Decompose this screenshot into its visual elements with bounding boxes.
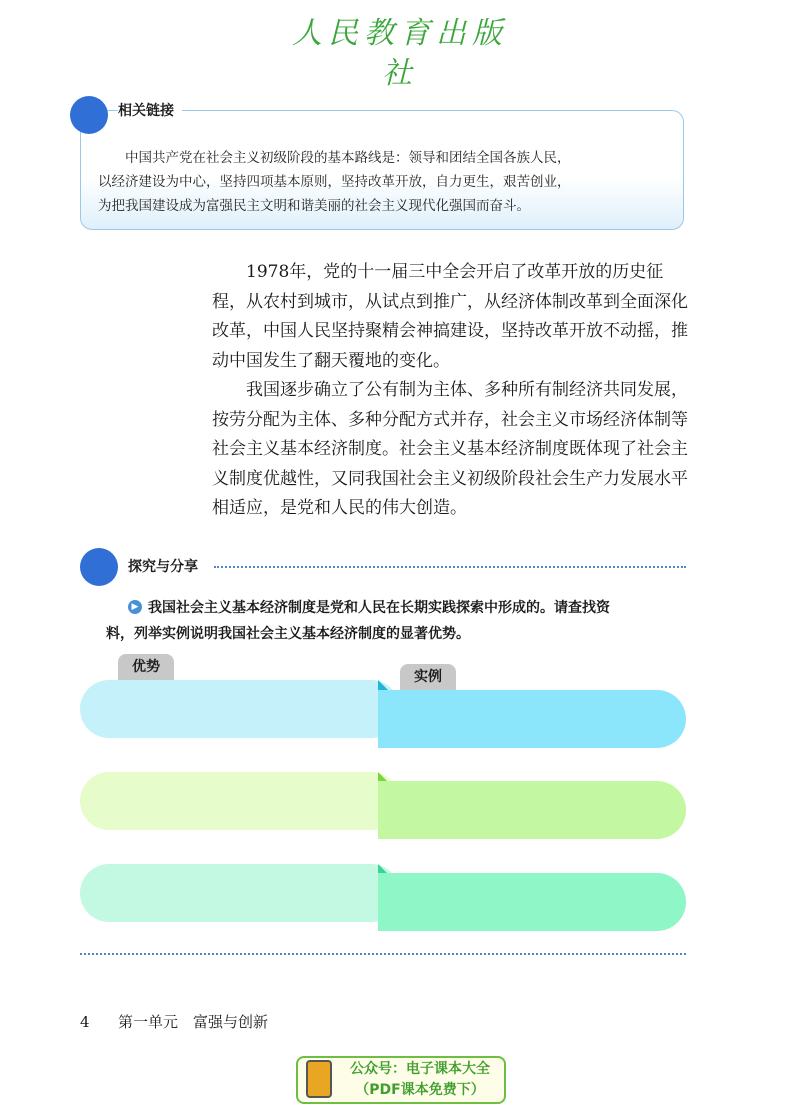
explore-divider [214, 566, 686, 568]
advantage-field-1[interactable] [80, 680, 400, 738]
main-text [212, 258, 692, 524]
play-bullet-icon: ▶ [128, 600, 142, 614]
row-notch [378, 680, 388, 690]
related-links-title: 相关链接 [118, 100, 182, 122]
explore-question [106, 595, 686, 647]
page-number: 4 [80, 1013, 90, 1031]
example-field-2[interactable] [378, 781, 686, 839]
tab-example: 实例 [400, 664, 456, 690]
related-line-2: 以经济建设为中心，坚持四项基本原则，坚持改革开放，自力更生，艰苦创业， [98, 174, 571, 190]
watermark-line-2: （PDF课本免费下） [355, 1082, 485, 1098]
advantage-field-2[interactable] [80, 772, 400, 830]
related-links-text [98, 146, 668, 218]
related-links-circle-icon [70, 96, 108, 134]
explore-question-line-1: 我国社会主义基本经济制度是党和人民在长期实践探索中形成的。请查找资 [148, 600, 610, 616]
example-field-1[interactable] [378, 690, 686, 748]
advantage-field-3[interactable] [80, 864, 400, 922]
main-paragraph-2: 我国逐步确立了公有制为主体、多种所有制经济共同发展，按劳分配为主体、多种分配方式并存，社会主义市场经济体制等社会主义基本经济制度。社会主义基本经济制度既体现了社会主义制度优越性，又同我国社会主义初级阶段社会生产力发展水平相适应，是党和人民的伟大创造。 [212, 380, 688, 518]
explore-question-line-2: 料，列举实例说明我国社会主义基本经济制度的显著优势。 [106, 626, 470, 642]
unit-title: 第一单元 富强与创新 [118, 1013, 269, 1031]
publisher-logo: 人民教育出版社 [292, 16, 508, 91]
watermark-line-1: 公众号：电子课本大全 [350, 1061, 490, 1077]
tab-advantage: 优势 [118, 654, 174, 680]
book-icon [306, 1060, 332, 1098]
bottom-divider [80, 953, 686, 955]
explore-circle-icon [80, 548, 118, 586]
explore-title: 探究与分享 [128, 559, 198, 575]
example-field-3[interactable] [378, 873, 686, 931]
main-paragraph-1: 1978年，党的十一届三中全会开启了改革开放的历史征程，从农村到城市，从试点到推广，从经济体制改革到全面深化改革，中国人民坚持聚精会神搞建设，坚持改革开放不动摇，推动中国发生了翻天覆地的变化。 [212, 262, 688, 371]
related-line-1: 中国共产党在社会主义初级阶段的基本路线是：领导和团结全国各族人民， [125, 150, 571, 166]
related-line-3: 为把我国建设成为富强民主文明和谐美丽的社会主义现代化强国而奋斗。 [98, 198, 530, 214]
